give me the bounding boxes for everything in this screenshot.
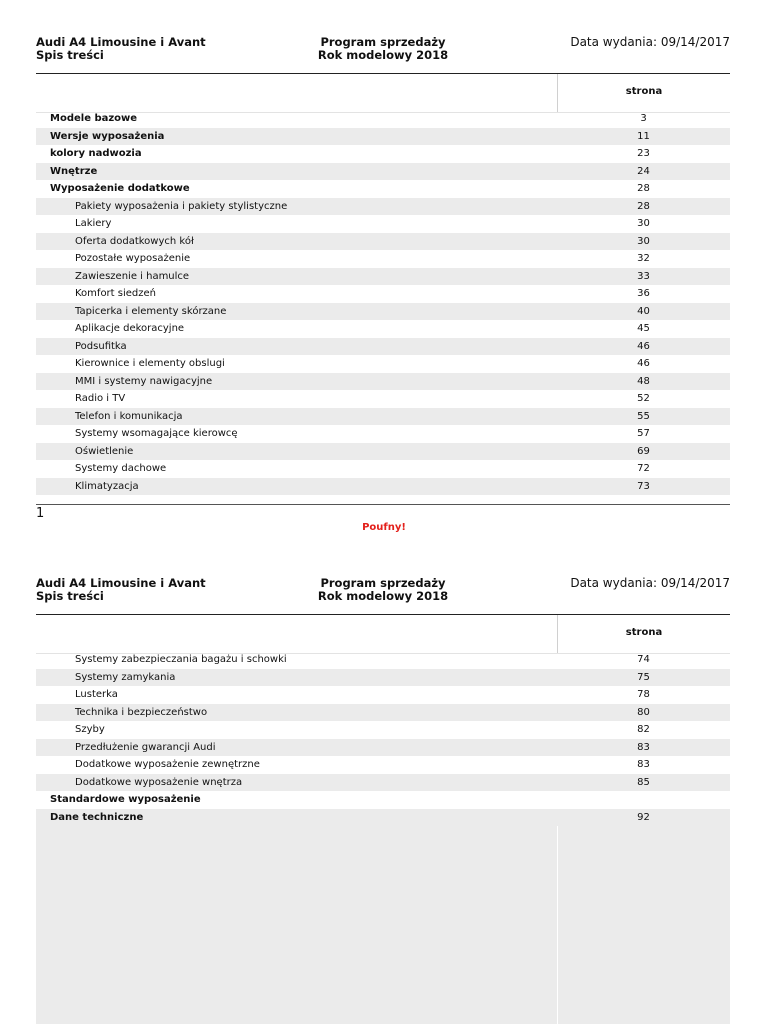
toc-entry-page: 40 (637, 305, 650, 317)
toc-entry-page: 3 (640, 113, 647, 124)
toc-entry-label: Technika i bezpieczeństwo (75, 706, 208, 718)
toc-entry-label: Przedłużenie gwarancji Audi (75, 741, 216, 753)
toc-entry-page: 73 (637, 480, 650, 492)
toc-row[interactable] (36, 408, 730, 426)
toc-entry-label: Dodatkowe wyposażenie wnętrza (75, 776, 243, 788)
toc-entry-label: Standardowe wyposażenie (50, 794, 201, 805)
toc-entry-label: Wnętrze (50, 165, 98, 177)
toc-row[interactable] (36, 739, 730, 757)
toc-row[interactable] (36, 303, 730, 321)
toc-entry-label: Lakiery (75, 218, 112, 229)
toc-entry-label: Kierownice i elementy obslugi (75, 358, 225, 369)
toc-entry-label: Oświetlenie (75, 445, 134, 457)
toc-entry-label: Systemy wsomagające kierowcę (75, 428, 238, 439)
toc-row[interactable] (36, 756, 730, 774)
toc-row[interactable] (36, 390, 730, 408)
toc-entry-page: 23 (637, 148, 650, 159)
toc-row[interactable] (36, 268, 730, 286)
toc-entry-page: 30 (637, 218, 650, 229)
toc-entry-page: 30 (637, 235, 650, 247)
toc-row[interactable] (36, 478, 730, 496)
toc-entry-page: 45 (637, 323, 650, 334)
header-title (36, 577, 206, 603)
toc-entry-page: 24 (637, 165, 650, 177)
toc-row[interactable] (36, 215, 730, 233)
toc-row[interactable] (36, 774, 730, 792)
toc-row[interactable] (36, 460, 730, 478)
header-title-line1: Audi A4 Limousine i Avant (36, 35, 206, 49)
toc-entry-label: Podsufitka (75, 340, 127, 352)
toc-row[interactable] (36, 355, 730, 373)
toc-row[interactable] (36, 233, 730, 251)
header-center-line1: Program sprzedaży (320, 35, 446, 49)
toc-entry-page: 36 (637, 288, 650, 299)
toc-entry-page: 28 (637, 183, 650, 194)
header-program (310, 577, 456, 603)
toc-entry-label: kolory nadwozia (50, 148, 142, 159)
header-center-line2: Rok modelowy 2018 (317, 48, 449, 62)
header-title-line2: Spis treści (36, 589, 104, 603)
toc-entry-label: Oferta dodatkowych kół (75, 235, 194, 247)
toc-list-page-2 (36, 651, 730, 826)
toc-entry-label: Aplikacje dekoracyjne (75, 323, 185, 334)
toc-entry-label: MMI i systemy nawigacyjne (75, 375, 213, 387)
toc-row[interactable] (36, 651, 730, 669)
header-title-line2: Spis treści (36, 48, 104, 62)
toc-entry-page: 33 (637, 270, 650, 282)
page-header-1 (36, 36, 730, 76)
toc-row[interactable] (36, 285, 730, 303)
toc-entry-label: Pozostałe wyposażenie (75, 253, 191, 264)
toc-entry-label: Komfort siedzeń (75, 288, 156, 299)
page-header-2 (36, 577, 730, 617)
toc-entry-page: 74 (637, 654, 650, 665)
toc-entry-page: 32 (637, 253, 650, 264)
toc-entry-label: Dane techniczne (50, 811, 144, 823)
toc-entry-label: Systemy zamykania (75, 671, 176, 683)
toc-entry-label: Wersje wyposażenia (50, 130, 165, 142)
toc-row[interactable] (36, 443, 730, 461)
header-title-line1: Audi A4 Limousine i Avant (36, 576, 206, 590)
header-program (310, 36, 456, 62)
toc-entry-page: 69 (637, 445, 650, 457)
toc-entry-page: 72 (637, 463, 650, 474)
toc-entry-page: 55 (637, 410, 650, 422)
empty-area-separator (557, 826, 558, 1024)
toc-entry-page: 46 (637, 340, 650, 352)
toc-entry-page: 92 (637, 811, 650, 823)
toc-row[interactable] (36, 338, 730, 356)
toc-entry-page: 75 (637, 671, 650, 683)
toc-row[interactable] (36, 128, 730, 146)
header-date: Data wydania: 09/14/2017 (570, 576, 730, 590)
toc-entry-page: 28 (637, 200, 650, 212)
toc-entry-page: 82 (637, 724, 650, 735)
toc-entry-page: 48 (637, 375, 650, 387)
header-center-line2: Rok modelowy 2018 (317, 589, 449, 603)
toc-row[interactable] (36, 686, 730, 704)
toc-entry-label: Systemy dachowe (75, 463, 167, 474)
strona-header-1: strona (625, 86, 663, 97)
toc-list-page-1 (36, 110, 730, 495)
toc-entry-page: 78 (637, 689, 650, 700)
toc-entry-label: Systemy zabezpieczania bagażu i schowki (75, 654, 287, 665)
toc-entry-label: Pakiety wyposażenia i pakiety stylistyczne (75, 200, 288, 212)
toc-row[interactable] (36, 373, 730, 391)
toc-entry-page: 11 (637, 130, 650, 142)
header-rule-2 (36, 614, 730, 615)
toc-entry-page: 80 (637, 706, 650, 718)
toc-row[interactable] (36, 791, 730, 809)
strona-header-2: strona (625, 627, 663, 638)
toc-entry-label: Klimatyzacja (75, 480, 139, 492)
toc-entry-label: Modele bazowe (50, 113, 138, 124)
header-date: Data wydania: 09/14/2017 (570, 35, 730, 49)
toc-entry-page: 83 (637, 741, 650, 753)
toc-entry-label: Lusterka (75, 689, 118, 700)
toc-entry-label: Wyposażenie dodatkowe (50, 183, 190, 194)
toc-row[interactable] (36, 163, 730, 181)
toc-row[interactable] (36, 180, 730, 198)
toc-entry-label: Tapicerka i elementy skórzane (75, 305, 227, 317)
toc-row[interactable] (36, 198, 730, 216)
page-number: 1 (36, 506, 45, 521)
header-title (36, 36, 206, 62)
toc-entry-page: 85 (637, 776, 650, 788)
header-rule-1 (36, 73, 730, 74)
toc-entry-label: Zawieszenie i hamulce (75, 270, 190, 282)
toc-row[interactable] (36, 425, 730, 443)
header-center-line1: Program sprzedaży (320, 576, 446, 590)
toc-row[interactable] (36, 704, 730, 722)
toc-row[interactable] (36, 250, 730, 268)
confidential-label: Poufny! (362, 522, 406, 533)
toc-entry-page: 57 (637, 428, 650, 439)
toc-entry-label: Radio i TV (75, 393, 126, 404)
toc-entry-page: 46 (637, 358, 650, 369)
toc-entry-page: 83 (637, 759, 650, 770)
toc-row[interactable] (36, 669, 730, 687)
toc-entry-label: Dodatkowe wyposażenie zewnętrzne (75, 759, 260, 770)
toc-entry-page: 52 (637, 393, 650, 404)
toc-bottom-rule-1 (36, 504, 730, 505)
toc-entry-label: Telefon i komunikacja (75, 410, 183, 422)
toc-row[interactable] (36, 721, 730, 739)
toc-entry-label: Szyby (75, 724, 105, 735)
toc-row[interactable] (36, 145, 730, 163)
toc-entry-page (557, 791, 730, 809)
toc-row[interactable] (36, 110, 730, 128)
empty-table-area (36, 826, 730, 1024)
toc-row[interactable] (36, 809, 730, 827)
toc-row[interactable] (36, 320, 730, 338)
